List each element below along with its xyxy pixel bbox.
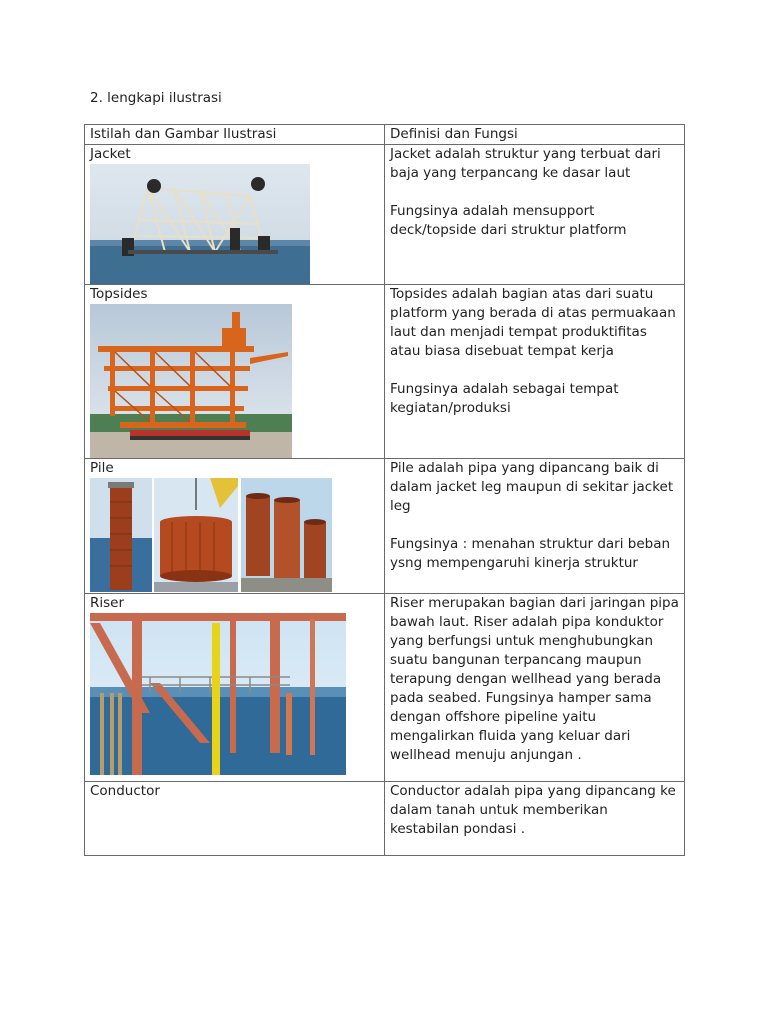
table-header-row [85, 125, 685, 145]
illustration-table [84, 124, 685, 856]
definition-cell [385, 285, 685, 459]
definition-text: Conductor adalah pipa yang dipancang ke dalam tanah untuk memberikan kestabilan pondasi . [390, 783, 681, 837]
table-row [85, 285, 685, 459]
definition-text: Pile adalah pipa yang dipancang baik di dalam jacket leg maupun di sekitar jacket leg Fungsinya : menahan struktur dari beban ysng mempengaruhi kinerja struktur [390, 460, 674, 571]
header-term: Istilah dan Gambar Ilustrasi [85, 125, 385, 145]
term-cell [85, 285, 385, 459]
table-row [85, 145, 685, 285]
definition-cell [385, 145, 685, 285]
term-label: Jacket [90, 146, 131, 162]
table-row [85, 459, 685, 594]
definition-text: Riser merupakan bagian dari jaringan pipa bawah laut. Riser adalah pipa konduktor yang berfungsi untuk menghubungkan suatu bangunan terpancang maupun terapung dengan wellhead yang berada pada seabed. Fungsinya hamper sama dengan offshore pipeline yaitu mengalirkan fluida yang keluar dari wellhead menuju anjungan . [390, 595, 684, 763]
definition-text: Jacket adalah struktur yang terbuat dari baja yang terpancang ke dasar laut Fungsinya adalah mensupport deck/topside dari struktur platform [390, 146, 661, 238]
term-cell [85, 459, 385, 594]
definition-cell [385, 594, 685, 782]
riser-image [90, 613, 380, 775]
topsides-image [90, 304, 380, 458]
definition-text: Topsides adalah bagian atas dari suatu platform yang berada di atas permuakaan laut dan menjadi tempat produktifitas atau biasa disebuat tempat kerja Fungsinya adalah sebagai tempat kegiatan/produksi [390, 286, 676, 416]
term-label: Riser [90, 595, 125, 611]
definition-cell [385, 782, 685, 856]
term-label: Conductor [90, 783, 160, 799]
term-label: Pile [90, 460, 114, 476]
page-heading: 2. lengkapi ilustrasi [90, 90, 222, 106]
table-row [85, 782, 685, 856]
definition-cell [385, 459, 685, 594]
term-cell [85, 594, 385, 782]
jacket-image [90, 164, 380, 284]
header-definition: Definisi dan Fungsi [385, 125, 685, 145]
term-cell [85, 145, 385, 285]
term-label: Topsides [90, 286, 148, 302]
pile-image [90, 478, 380, 592]
table-row [85, 594, 685, 782]
term-cell [85, 782, 385, 856]
